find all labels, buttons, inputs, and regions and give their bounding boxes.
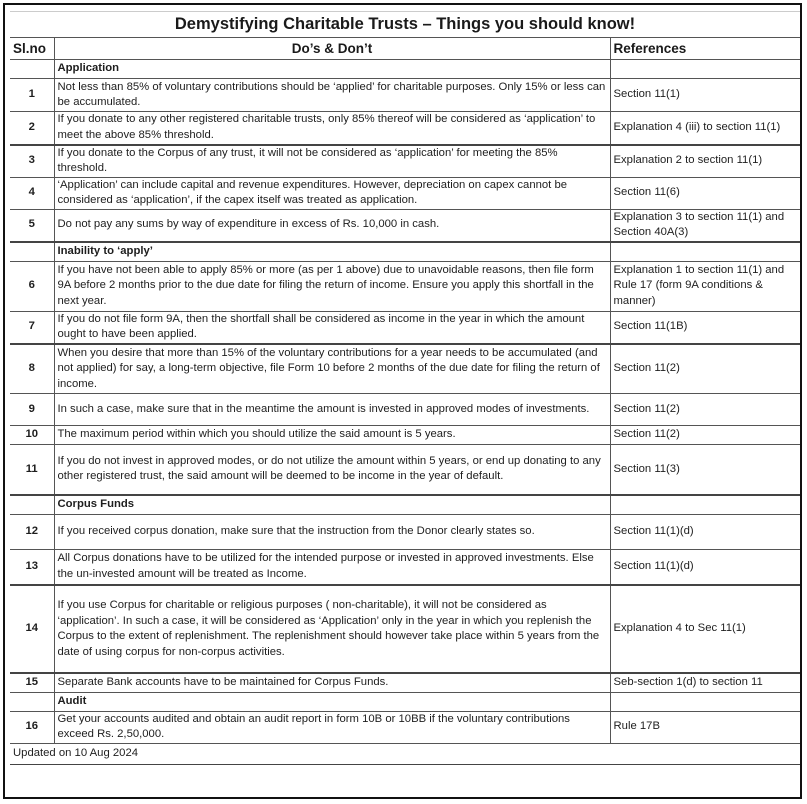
row-reference: Section 11(3) <box>610 445 800 495</box>
row-reference: Section 11(1)(d) <box>610 514 800 549</box>
row-number: 13 <box>10 549 54 585</box>
section-ref-cell <box>610 60 800 79</box>
dos-and-donts-table <box>10 11 800 765</box>
row-number: 12 <box>10 514 54 549</box>
row-number: 16 <box>10 711 54 743</box>
row-guidance-text: All Corpus donations have to be utilized for the intended purpose or invested in approved investments. Else the un-invested amount will be treated as Income. <box>54 549 610 585</box>
row-guidance-text: The maximum period within which you should utilize the said amount is 5 years. <box>54 426 610 445</box>
row-reference: Section 11(2) <box>610 344 800 394</box>
row-reference: Section 11(6) <box>610 177 800 209</box>
table-row <box>10 311 800 344</box>
row-guidance-text: If you donate to the Corpus of any trust, it will not be considered as ‘application’ for meeting the 85% threshold. <box>54 145 610 178</box>
section-slno-cell <box>10 242 54 262</box>
row-guidance-text: ‘Application’ can include capital and revenue expenditures. However, depreciation on capex cannot be considered as ‘application’, if the capex itself was treated as application. <box>54 177 610 209</box>
row-guidance-text: Get your accounts audited and obtain an audit report in form 10B or 10BB if the voluntary contributions exceed Rs. 2,50,000. <box>54 711 610 743</box>
row-reference: Section 11(1B) <box>610 311 800 344</box>
table-row <box>10 549 800 585</box>
footer-empty-cell <box>610 743 800 764</box>
row-reference: Explanation 3 to section 11(1) and Section 40A(3) <box>610 209 800 242</box>
section-row <box>10 495 800 515</box>
title-row <box>10 12 800 38</box>
column-header-references: References <box>610 38 800 60</box>
table-row <box>10 261 800 311</box>
row-number: 15 <box>10 673 54 692</box>
charitable-trusts-sheet <box>10 11 800 765</box>
row-number: 7 <box>10 311 54 344</box>
section-heading: Application <box>54 60 610 79</box>
section-heading: Corpus Funds <box>54 495 610 515</box>
table-row <box>10 673 800 692</box>
row-reference: Seb-section 1(d) to section 11 <box>610 673 800 692</box>
row-reference: Section 11(2) <box>610 394 800 426</box>
row-guidance-text: In such a case, make sure that in the meantime the amount is invested in approved modes of investments. <box>54 394 610 426</box>
row-number: 14 <box>10 585 54 673</box>
updated-date-note: Updated on 10 Aug 2024 <box>10 743 610 764</box>
page-title: Demystifying Charitable Trusts – Things you should know! <box>10 12 800 38</box>
section-row <box>10 242 800 262</box>
section-slno-cell <box>10 495 54 515</box>
row-guidance-text: Not less than 85% of voluntary contributions should be ‘applied’ for charitable purposes. Only 15% or less can be accumulated. <box>54 79 610 112</box>
row-number: 5 <box>10 209 54 242</box>
section-ref-cell <box>610 242 800 262</box>
table-row <box>10 112 800 145</box>
row-reference: Rule 17B <box>610 711 800 743</box>
table-row <box>10 394 800 426</box>
table-row <box>10 445 800 495</box>
section-row <box>10 692 800 711</box>
section-heading: Inability to ‘apply’ <box>54 242 610 262</box>
row-guidance-text: If you received corpus donation, make sure that the instruction from the Donor clearly states so. <box>54 514 610 549</box>
row-number: 6 <box>10 261 54 311</box>
row-reference: Explanation 1 to section 11(1) and Rule 17 (form 9A conditions & manner) <box>610 261 800 311</box>
row-number: 8 <box>10 344 54 394</box>
row-guidance-text: If you use Corpus for charitable or religious purposes ( non-charitable), it will not be considered as ‘application’. In such a case, it will be considered as ‘Application’ only in the year in which you replenish the Corpus to the extent of replenishment. The replenishment should however take place within 5 years from the date of using corpus for non-corpus activities. <box>54 585 610 673</box>
row-guidance-text: Separate Bank accounts have to be maintained for Corpus Funds. <box>54 673 610 692</box>
table-row <box>10 585 800 673</box>
row-reference: Explanation 4 to Sec 11(1) <box>610 585 800 673</box>
row-number: 11 <box>10 445 54 495</box>
row-guidance-text: If you do not invest in approved modes, or do not utilize the amount within 5 years, or end up donating to any other registered trust, the said amount will be deemed to be income in the year of default. <box>54 445 610 495</box>
column-header-slno: Sl.no <box>10 38 54 60</box>
row-reference: Explanation 4 (iii) to section 11(1) <box>610 112 800 145</box>
row-reference: Section 11(1) <box>610 79 800 112</box>
row-guidance-text: If you have not been able to apply 85% or more (as per 1 above) due to unavoidable reasons, then file form 9A before 2 months prior to the due date for filing the return of income. Ensure you apply this shortfall in the next year. <box>54 261 610 311</box>
row-guidance-text: If you donate to any other registered charitable trusts, only 85% thereof will be considered as ‘application’ to meet the above 85% threshold. <box>54 112 610 145</box>
section-row <box>10 60 800 79</box>
section-slno-cell <box>10 60 54 79</box>
row-number: 4 <box>10 177 54 209</box>
row-guidance-text: If you do not file form 9A, then the shortfall shall be considered as income in the year in which the amount ought to have been applied. <box>54 311 610 344</box>
row-reference: Section 11(1)(d) <box>610 549 800 585</box>
row-number: 9 <box>10 394 54 426</box>
row-number: 10 <box>10 426 54 445</box>
row-number: 3 <box>10 145 54 178</box>
table-row <box>10 344 800 394</box>
row-number: 2 <box>10 112 54 145</box>
row-reference: Explanation 2 to section 11(1) <box>610 145 800 178</box>
row-guidance-text: Do not pay any sums by way of expenditure in excess of Rs. 10,000 in cash. <box>54 209 610 242</box>
column-header-dos-donts: Do’s & Don’t <box>54 38 610 60</box>
table-row <box>10 514 800 549</box>
table-row <box>10 209 800 242</box>
row-reference: Section 11(2) <box>610 426 800 445</box>
header-row <box>10 38 800 60</box>
table-row <box>10 711 800 743</box>
section-heading: Audit <box>54 692 610 711</box>
table-row <box>10 79 800 112</box>
section-slno-cell <box>10 692 54 711</box>
table-row <box>10 177 800 209</box>
row-guidance-text: When you desire that more than 15% of the voluntary contributions for a year needs to be accumulated (and not applied) for say, a long-term objective, file Form 10 before 2 months of the due date for filing the return of income. <box>54 344 610 394</box>
footer-row <box>10 743 800 764</box>
section-ref-cell <box>610 692 800 711</box>
row-number: 1 <box>10 79 54 112</box>
table-row <box>10 426 800 445</box>
section-ref-cell <box>610 495 800 515</box>
table-row <box>10 145 800 178</box>
